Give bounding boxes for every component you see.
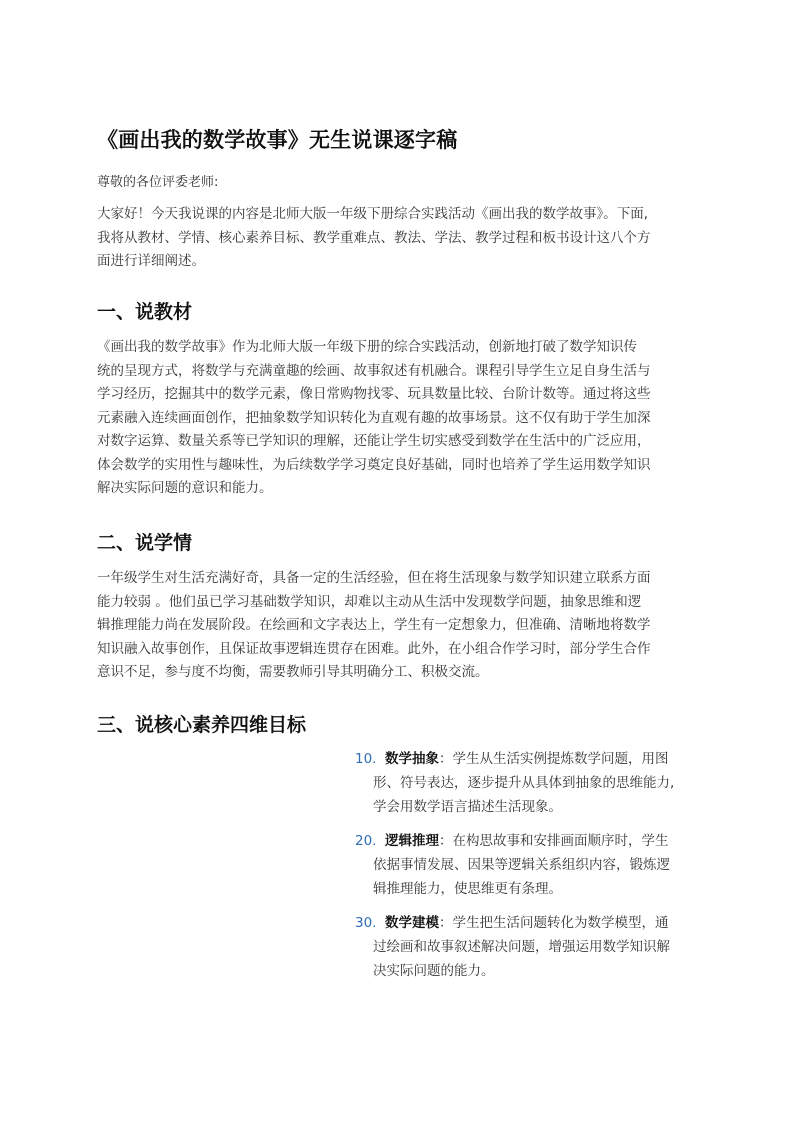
paragraph-line: 体会数学的实用性与趣味性，为后续数学学习奠定良好基础，同时也培养了学生运用数学知识: [97, 456, 651, 473]
goal-text: 依据事情发展、因果等逻辑关系组织内容，锻炼逻: [373, 857, 670, 873]
list-item: [355, 911, 715, 983]
paragraph-line: 解决实际问题的意识和能力。: [97, 480, 273, 496]
list-item: [355, 829, 715, 901]
section-heading-textbook: 一、说教材: [97, 301, 193, 323]
intro-paragraph: [97, 203, 697, 274]
list-item-number: 30.: [355, 915, 377, 931]
goal-text: ：学生把生活问题转化为数学模型，通: [439, 915, 669, 931]
paragraph-line: 面进行详细阐述。: [97, 253, 205, 269]
goal-keyword: 数学建模: [385, 915, 439, 931]
paragraph-line: 元素融入连续画面创作，把抽象数学知识转化为直观有趣的故事场景。这不仅有助于学生加深: [97, 409, 651, 426]
goal-text: 过绘画和故事叙述解决问题，增强运用数学知识解: [373, 939, 670, 955]
paragraph-line: 能力较弱 。他们虽已学习基础数学知识，却难以主动从生活中发现数学问题，抽象思维和逻: [97, 593, 642, 610]
paragraph-line: 学习经历，挖掘其中的数学元素，像日常购物找零、玩具数量比较、台阶计数等。通过将这些: [97, 386, 651, 402]
goal-text: 形、符号表达，逐步提升从具体到抽象的思维能力,: [373, 775, 675, 791]
goals-list: [355, 747, 715, 993]
goal-keyword: 数学抽象: [385, 751, 439, 767]
paragraph-line: 《画出我的数学故事》作为北师大版一年级下册的综合实践活动，创新地打破了数学知识传: [97, 339, 637, 355]
goal-text: 学会用数学语言描述生活现象。: [373, 799, 562, 815]
paragraph-line: 对数字运算、数量关系等已学知识的理解，还能让学生切实感受到数学在生活中的广泛应用，: [97, 433, 651, 449]
section-heading-goals: 三、说核心素养四维目标: [97, 714, 307, 736]
greeting: 尊敬的各位评委老师:: [97, 175, 219, 190]
paragraph-line: 一年级学生对生活充满好奇，具备一定的生活经验，但在将生活现象与数学知识建立联系方面: [97, 570, 651, 586]
section-heading-students: 二、说学情: [97, 532, 193, 554]
goal-text: 辑推理能力，使思维更有条理。: [373, 881, 562, 897]
section-textbook-paragraph: [97, 336, 697, 501]
paragraph-line: 统的呈现方式，将数学与充满童趣的绘画、故事叙述有机融合。课程引导学生立足自身生活与: [97, 362, 651, 379]
goal-text: ：在构思故事和安排画面顺序时，学生: [439, 833, 669, 849]
goal-text: ：学生从生活实例提炼数学问题，用图: [439, 751, 669, 767]
paragraph-line: 意识不足，参与度不均衡，需要教师引导其明确分工、积极交流。: [97, 664, 489, 680]
list-item-number: 20.: [355, 833, 377, 849]
page-title: 《画出我的数学故事》无生说课逐字稿: [97, 128, 458, 152]
section-students-paragraph: [97, 567, 697, 685]
paragraph-line: 我将从教材、学情、核心素养目标、教学重难点、教法、学法、教学过程和板书设计这八个方: [97, 229, 651, 246]
paragraph-line: 辑推理能力尚在发展阶段。在绘画和文字表达上，学生有一定想象力，但准确、清晰地将数学: [97, 617, 651, 633]
paragraph-line: 知识融入故事创作，且保证故事逻辑连贯存在困难。此外，在小组合作学习时，部分学生合作: [97, 640, 651, 657]
goal-keyword: 逻辑推理: [385, 833, 439, 849]
goal-text: 决实际问题的能力。: [373, 963, 495, 979]
list-item: [355, 747, 715, 819]
list-item-number: 10.: [355, 751, 377, 767]
paragraph-line: 大家好！今天我说课的内容是北师大版一年级下册综合实践活动《画出我的数学故事》。下面,: [97, 206, 649, 222]
